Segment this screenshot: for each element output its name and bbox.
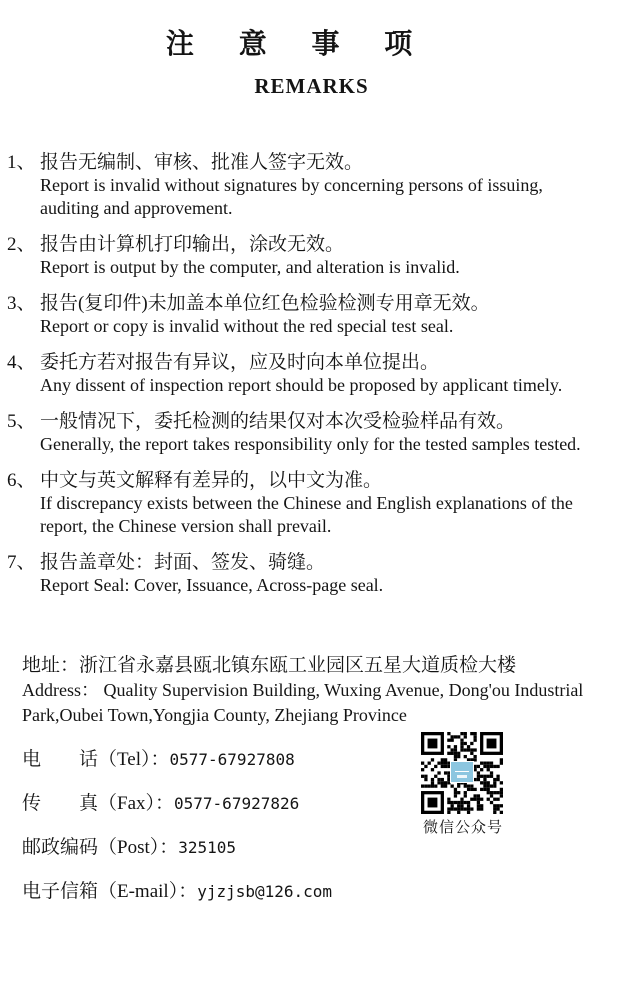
- fax-value: 0577-67927826: [174, 794, 300, 813]
- remark-text-english: Any dissent of inspection report should be proposed by applicant timely.: [40, 375, 563, 395]
- remark-item-4: [7, 351, 601, 397]
- remark-body: [40, 551, 601, 597]
- remark-number: 5、: [7, 411, 36, 432]
- qr-caption: 微信公众号: [422, 820, 503, 836]
- remark-body: [40, 233, 601, 279]
- remark-text-english: Report or copy is invalid without the red special test seal.: [40, 316, 454, 336]
- remark-body: [40, 410, 601, 456]
- address-block: [22, 653, 597, 728]
- remark-item-6: [7, 469, 601, 538]
- page-title-english: REMARKS: [254, 74, 369, 98]
- remark-item-1: [7, 151, 601, 220]
- remark-number: 1、: [7, 152, 36, 173]
- remark-text-chinese: 报告无编制、审核、批准人签字无效。: [40, 152, 364, 173]
- remark-text-english: Generally, the report takes responsibility only for the tested samples tested.: [40, 434, 581, 454]
- remark-text-english: Report is invalid without signatures by concerning persons of issuing, auditing and approvement.: [40, 175, 543, 218]
- remark-number: 7、: [7, 552, 36, 573]
- contact-row-fax: [22, 788, 623, 814]
- remark-text-english: If discrepancy exists between the Chinese and English explanations of the report, the Chinese version shall prevail.: [40, 493, 573, 536]
- wechat-qr-block: [421, 732, 505, 837]
- remark-text-chinese: 报告(复印件)未加盖本单位红色检验检测专用章无效。: [40, 293, 490, 314]
- remark-text-english: Report is output by the computer, and alteration is invalid.: [40, 257, 460, 277]
- contact-row-post: [22, 832, 623, 858]
- remark-text-chinese: 委托方若对报告有异议，应及时向本单位提出。: [40, 352, 440, 373]
- remark-number: 3、: [7, 293, 36, 314]
- qr-code-icon: [421, 732, 503, 814]
- remark-text-chinese: 一般情况下，委托检测的结果仅对本次受检验样品有效。: [40, 411, 516, 432]
- remark-body: [40, 469, 601, 538]
- remark-text-chinese: 中文与英文解释有差异的，以中文为准。: [40, 470, 383, 491]
- post-label: 邮政编码（Post）：: [22, 837, 179, 858]
- remark-text-chinese: 报告由计算机打印输出，涂改无效。: [40, 234, 345, 255]
- tel-value: 0577-67927808: [169, 750, 295, 769]
- remark-number: 2、: [7, 234, 36, 255]
- address-english: Address： Quality Supervision Building, Wuxing Avenue, Dong'ou Industrial Park,Oubei Town,Yongjia County, Zhejiang Province: [22, 680, 584, 725]
- contact-block: [22, 744, 623, 902]
- tel-label: 电 话（Tel）：: [22, 749, 170, 770]
- remarks-list: [0, 151, 623, 597]
- remark-body: [40, 351, 601, 397]
- email-value: yjzjsb@126.com: [197, 882, 333, 901]
- address-chinese: 地址：浙江省永嘉县瓯北镇东瓯工业园区五星大道质检大楼: [22, 655, 517, 676]
- remark-text-english: Report Seal: Cover, Issuance, Across-page seal.: [40, 575, 384, 595]
- remark-text-chinese: 报告盖章处：封面、签发、骑缝。: [40, 552, 326, 573]
- remark-item-2: [7, 233, 601, 279]
- page-header: [0, 0, 623, 97]
- qr-center-logo-icon: [450, 761, 474, 783]
- remark-item-3: [7, 292, 601, 338]
- remark-item-7: [7, 551, 601, 597]
- contact-row-tel: [22, 744, 623, 770]
- email-label: 电子信箱（E-mail）：: [22, 881, 198, 902]
- fax-label: 传 真（Fax）：: [22, 793, 175, 814]
- remark-body: [40, 151, 601, 220]
- remark-number: 6、: [7, 470, 36, 491]
- remark-body: [40, 292, 601, 338]
- remark-number: 4、: [7, 352, 36, 373]
- contact-row-email: [22, 876, 623, 902]
- page-title-chinese: 注意事项: [165, 29, 458, 60]
- post-value: 325105: [178, 838, 237, 857]
- remark-item-5: [7, 410, 601, 456]
